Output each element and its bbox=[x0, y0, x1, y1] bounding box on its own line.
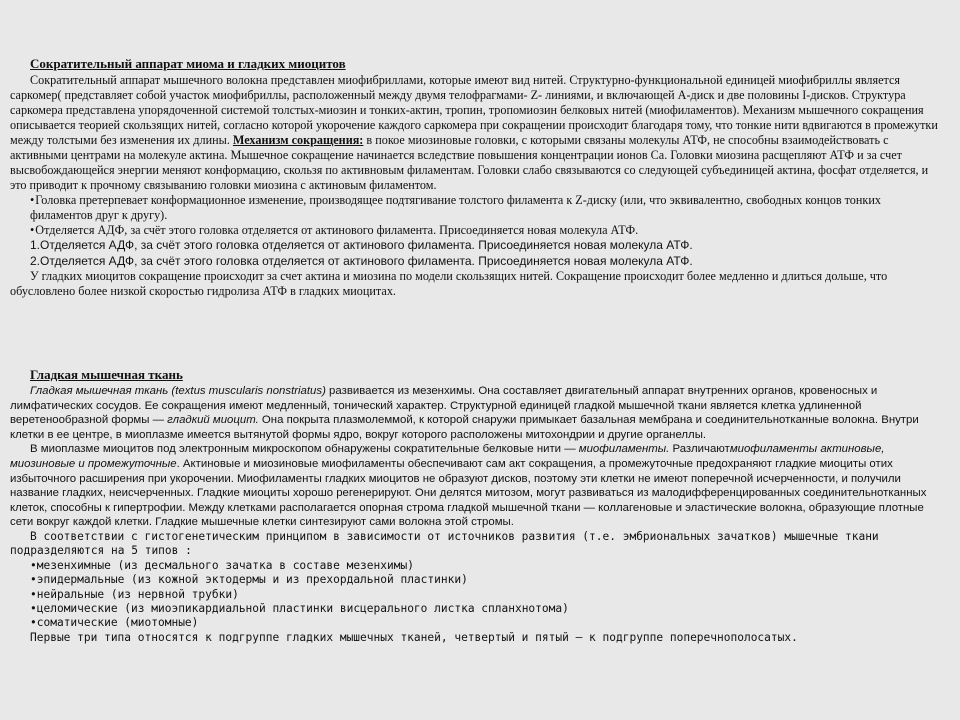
mechanism-highlight: Механизм сокращения: bbox=[232, 133, 364, 147]
bullet-icon: • bbox=[30, 223, 35, 237]
section1-bullet1: •Головка претерпевает конформационное изменение, производящее подтягивание толстого филамента к Z-диску (или, что эквивалентно, свободных концов тонких филаментов друг к другу). bbox=[30, 193, 881, 222]
type-item: •нейральные (из нервной трубки) bbox=[30, 587, 239, 601]
section2-paragraph1: Гладкая мышечная ткань (textus muscularis nonstriatus) развивается из мезенхимы. Она составляет двигательный аппарат внутренних органов, кровеносных и лимфатических сосудов. Ее сокращения имеют медленный, тонический характер. Структурной единицей гладкой мышечной ткани является клетка удлиненной веретенообразной формы — гладкий миоцит. Она покрыта плазмолеммой, к которой снаружи примыкает базальная мембрана и соединительнотканные волокна. Внутри клетки в ее центре, в миоплазме имеется вытянутой формы ядро, вокруг которого расположены митохондрии и другие органеллы. bbox=[10, 385, 919, 441]
para1-rest: в покое миозиновые головки, с которыми связаны молекулы АТФ, не способны взаимодействовать с активными центрами на молекуле актина. Мышечное сокращение начинается вследствие повышения концентрации ионов Са. Головки миозина расщепляют АТФ и за счет высвобождающейся энергии меняют конформацию, скользя по активновым филаментам. Головки слабо связываются со следующей субъединицей актина, фосфат отделяется, и это приводит к прочному связыванию головки миозина с актиновым филаментом. bbox=[10, 133, 929, 192]
section1-last-paragraph: У гладких миоцитов сокращение происходит за счет актина и миозина по модели скользящих нитей. Сокращение происходит более медленно и длиться дольше, что обусловлено более низкой скоростью гидролиза АТФ в гладких миоцитах. bbox=[10, 269, 888, 298]
bullet-icon: • bbox=[30, 601, 37, 615]
type-item: •мезенхимные (из десмального зачатка в составе мезенхимы) bbox=[30, 558, 414, 572]
bullet-icon: • bbox=[30, 573, 37, 587]
bullet-icon: • bbox=[30, 587, 37, 601]
bullet-icon: • bbox=[30, 616, 37, 630]
section1-heading: Сократительный аппарат миома и гладких миоцитов bbox=[30, 56, 346, 71]
section2-heading: Гладкая мышечная ткань bbox=[30, 367, 183, 382]
type-item: •соматические (миотомные) bbox=[30, 616, 199, 630]
bullet-icon: • bbox=[30, 558, 37, 572]
numbered-line-2: 2.Отделяется АДФ, за счёт этого головка отделяется от актинового филамента. Присоединяется новая молекула АТФ. bbox=[30, 253, 693, 268]
numbered-line-1: 1.Отделяется АДФ, за счёт этого головка отделяется от актинового филамента. Присоединяется новая молекула АТФ. bbox=[30, 238, 693, 252]
section1-bullet2: •Отделяется АДФ, за счёт этого головка отделяется от актинового филамента. Присоединяется новая молекула АТФ. bbox=[30, 223, 639, 237]
contractile-apparatus-section bbox=[10, 56, 945, 299]
type-item: •целомические (из миоэпикардиальной пластинки висцерального листка спланхнотома) bbox=[30, 601, 569, 615]
bullet-icon: • bbox=[30, 193, 35, 207]
section1-paragraph1 bbox=[10, 73, 945, 193]
section2-final-paragraph: Первые три типа относятся к подгруппе гладких мышечных тканей, четвертый и пятый — к подгруппе поперечнополосатых. bbox=[30, 630, 798, 644]
smooth-muscle-section bbox=[10, 367, 945, 645]
para1-text: Сократительный аппарат мышечного волокна представлен миофибриллами, которые имеют вид нитей. Структурно-функциональной единицей миофибриллы является саркомер( представляет собой участок миофибриллы, расположенный между двумя телофрагмами- Z- линиями, и включающей А-диск и две половины I-дисков. Структура саркомера представлена упорядоченной системой толстых-миозин и тонких-актин, тропин, тропомиозин белковых нитей (миофиламентов). Механизм мышечного сокращения описывается теорией скользящих нитей, согласно которой укорочение каждого саркомера при сокращении происходит благодаря тому, что тонкие нити вдвигаются в промежутки между толстыми без изменения их длины. bbox=[10, 73, 938, 147]
type-item: •эпидермальные (из кожной эктодермы и из прехордальной пластинки) bbox=[30, 573, 468, 587]
section2-paragraph2: В миоплазме миоцитов под электронным микроскопом обнаружены сократительные белковые нити — миофиламенты. Различаютмиофиламенты актиновые, миозиновые и промежуточные. Актиновые и миозиновые миофиламенты обеспечивают сам акт сокращения, а промежуточные предохраняют гладкие миоциты отих избыточного расширения при укорочении. Миофиламенты гладких миоцитов не образуют дисков, поэтому эти клетки не имеют поперечной исчерченности, и получили название гладких, неисчерченных. Гладкие миоциты хорошо регенерируют. Они делятся митозом, могут развиваться из малодифференцированных соединительнотканных клеток, способны к гипертрофии. Между клетками располагается опорная строма гладкой мышечной ткани — коллагеновые и эластические волокна, образующие плотные сети вокруг каждой клетки. Гладкие мышечные клетки синтезируют сами волокна этой стромы. bbox=[10, 443, 927, 529]
section2-paragraph3: В соответствии с гистогенетическим принципом в зависимости от источников развития (т.е. эмбриональных зачатков) мышечные ткани подразделяются на 5 типов : bbox=[10, 529, 879, 558]
